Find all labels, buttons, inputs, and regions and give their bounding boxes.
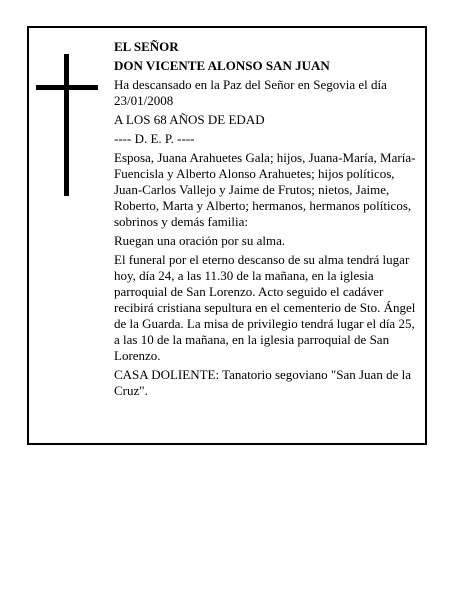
prayer-request: Ruegan una oración por su alma. [114, 233, 286, 248]
cross-horizontal-bar [36, 85, 98, 90]
age-at-death: A LOS 68 AÑOS DE EDAD [114, 112, 265, 127]
cross-vertical-bar [64, 54, 69, 196]
deceased-title: EL SEÑOR [114, 39, 179, 54]
deceased-name: DON VICENTE ALONSO SAN JUAN [114, 58, 330, 73]
mourning-house: CASA DOLIENTE: Tanatorio segoviano "San Juan de la Cruz". [114, 367, 411, 398]
death-announcement: Ha descansado en la Paz del Señor en Segovia el día 23/01/2008 [114, 77, 387, 108]
family-list: Esposa, Juana Arahuetes Gala; hijos, Juana-María, María-Fuencisla y Alberto Alonso Arahuetes; hijos políticos, Juan-Carlos Vallejo y Jaime de Frutos; nietos, Jaime, Roberto, Marta y Alberto; hermanos, hermanos políticos, sobrinos y demás familia: [114, 150, 416, 229]
rest-in-peace: ---- D. E. P. ---- [114, 131, 195, 146]
obituary-text-block [114, 39, 422, 402]
funeral-details: El funeral por el eterno descanso de su alma tendrá lugar hoy, día 24, a las 11.30 de la mañana, en la iglesia parroquial de San Lorenzo. Acto seguido el cadáver recibirá cristiana sepultura en el cementerio de Sto. Ángel de la Guarda. La misa de privilegio tendrá lugar el día 25, a las 10 de la mañana, en la iglesia parroquial de San Lorenzo. [114, 252, 416, 363]
latin-cross-icon [36, 54, 98, 196]
